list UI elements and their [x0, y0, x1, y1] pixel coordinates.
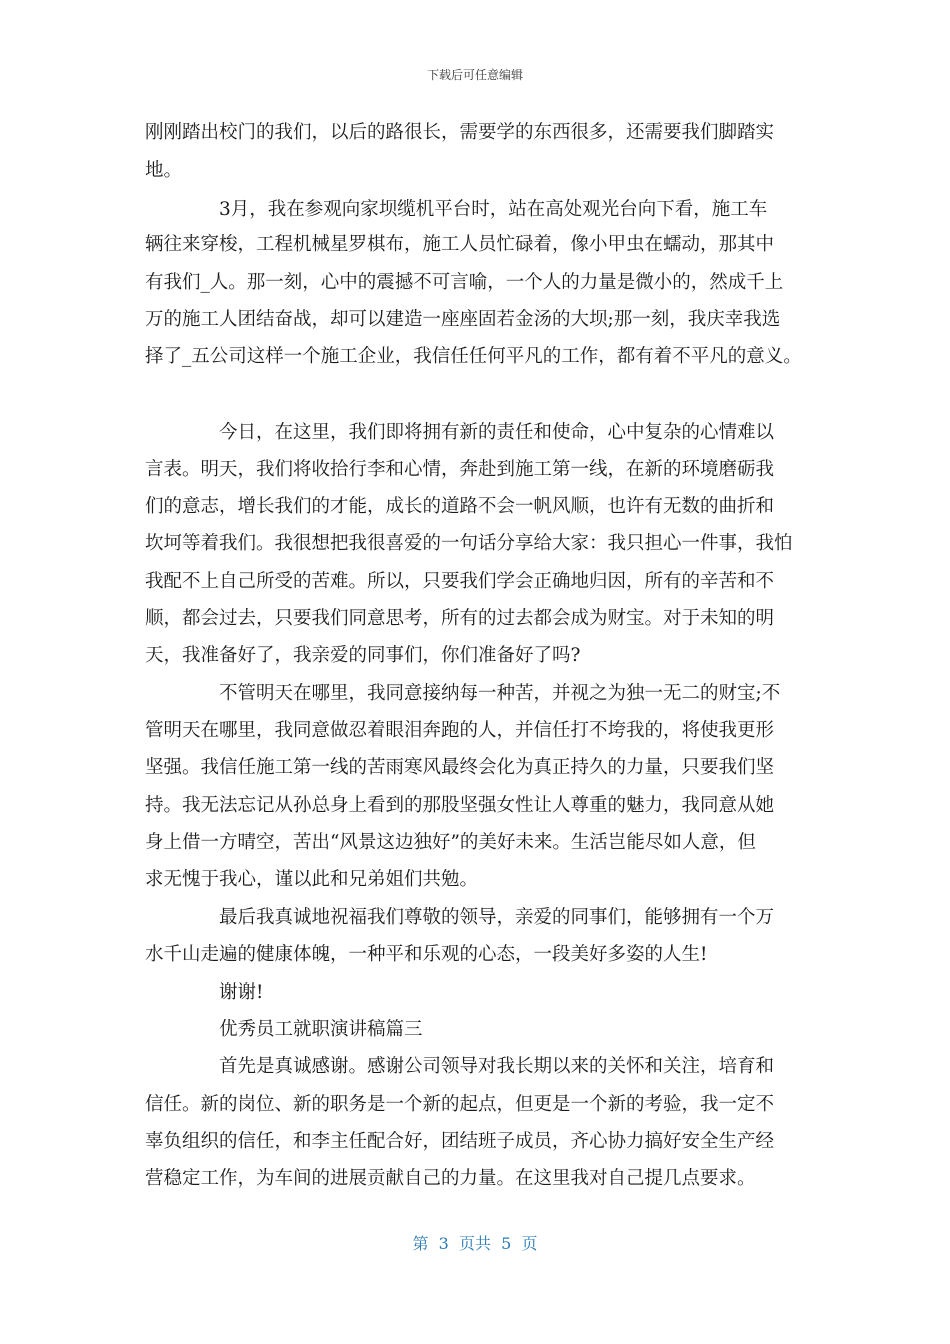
text-line: 持。我无法忘记从孙总身上看到的那股坚强女性让人尊重的魅力，我同意从她	[145, 795, 775, 816]
text-line: 辜负组织的信任，和李主任配合好，团结班子成员，齐心协力搞好安全生产经	[145, 1131, 775, 1152]
header-note: 下载后可任意编辑	[426, 68, 523, 82]
text-line: 首先是真诚感谢。感谢公司领导对我长期以来的关怀和关注，培育和	[219, 1056, 775, 1077]
section-heading: 优秀员工就职演讲稿篇三	[219, 1019, 423, 1040]
text-line: 不管明天在哪里，我同意接纳每一种苦，并视之为独一无二的财宝;不	[219, 683, 781, 704]
text-line: 有我们_人。那一刻，心中的震撼不可言喻，一个人的力量是微小的，然成千上	[145, 272, 784, 293]
text-line: 言表。明天，我们将收拾行李和心情，奔赴到施工第一线，在新的环境磨砺我	[145, 459, 775, 480]
page-number: 第 3 页共 5 页	[412, 1234, 538, 1253]
text-line: 坎坷等着我们。我很想把我很喜爱的一句话分享给大家：我只担心一件事，我怕	[145, 533, 793, 554]
text-line: 水千山走遍的健康体魄，一种平和乐观的心态，一段美好多姿的人生!	[145, 944, 708, 965]
text-line: 管明天在哪里，我同意做忍着眼泪奔跑的人，并信任打不垮我的，将使我更形	[145, 720, 775, 741]
text-line: 信任。新的岗位、新的职务是一个新的起点，但更是一个新的考验，我一定不	[145, 1094, 775, 1115]
text-line: 谢谢!	[219, 982, 264, 1003]
text-line: 3月，我在参观向家坝缆机平台时，站在高处观光台向下看，施工车	[219, 199, 768, 220]
text-line: 辆往来穿梭，工程机械星罗棋布，施工人员忙碌着，像小甲虫在蠕动，那其中	[145, 234, 775, 255]
text-line: 身上借一方晴空，苦出“风景这边独好”的美好未来。生活岂能尽如人意，但	[145, 832, 756, 853]
text-line: 择了_五公司这样一个施工企业，我信任任何平凡的工作，都有着不平凡的意义。	[145, 346, 802, 367]
text-line: 天，我准备好了，我亲爱的同事们，你们准备好了吗?	[145, 645, 581, 666]
text-line: 们的意志，增长我们的才能，成长的道路不会一帆风顺，也许有无数的曲折和	[145, 496, 775, 517]
text-line: 刚刚踏出校门的我们，以后的路很长，需要学的东西很多，还需要我们脚踏实	[145, 122, 775, 143]
text-line: 今日，在这里，我们即将拥有新的责任和使命，心中复杂的心情难以	[219, 422, 775, 443]
text-line: 求无愧于我心，谨以此和兄弟姐们共勉。	[145, 869, 479, 890]
text-line: 最后我真诚地祝福我们尊敬的领导，亲爱的同事们，能够拥有一个万	[219, 907, 775, 928]
text-line: 营稳定工作，为车间的进展贡献自己的力量。在这里我对自己提几点要求。	[145, 1168, 756, 1189]
text-line: 顺，都会过去，只要我们同意思考，所有的过去都会成为财宝。对于未知的明	[145, 608, 775, 629]
text-line: 万的施工人团结奋战，却可以建造一座座固若金汤的大坝;那一刻，我庆幸我选	[145, 309, 781, 330]
text-line: 地。	[145, 160, 183, 181]
text-line: 坚强。我信任施工第一线的苦雨寒风最终会化为真正持久的力量，只要我们坚	[145, 757, 775, 778]
text-line: 我配不上自己所受的苦难。所以，只要我们学会正确地归因，所有的辛苦和不	[145, 571, 775, 592]
